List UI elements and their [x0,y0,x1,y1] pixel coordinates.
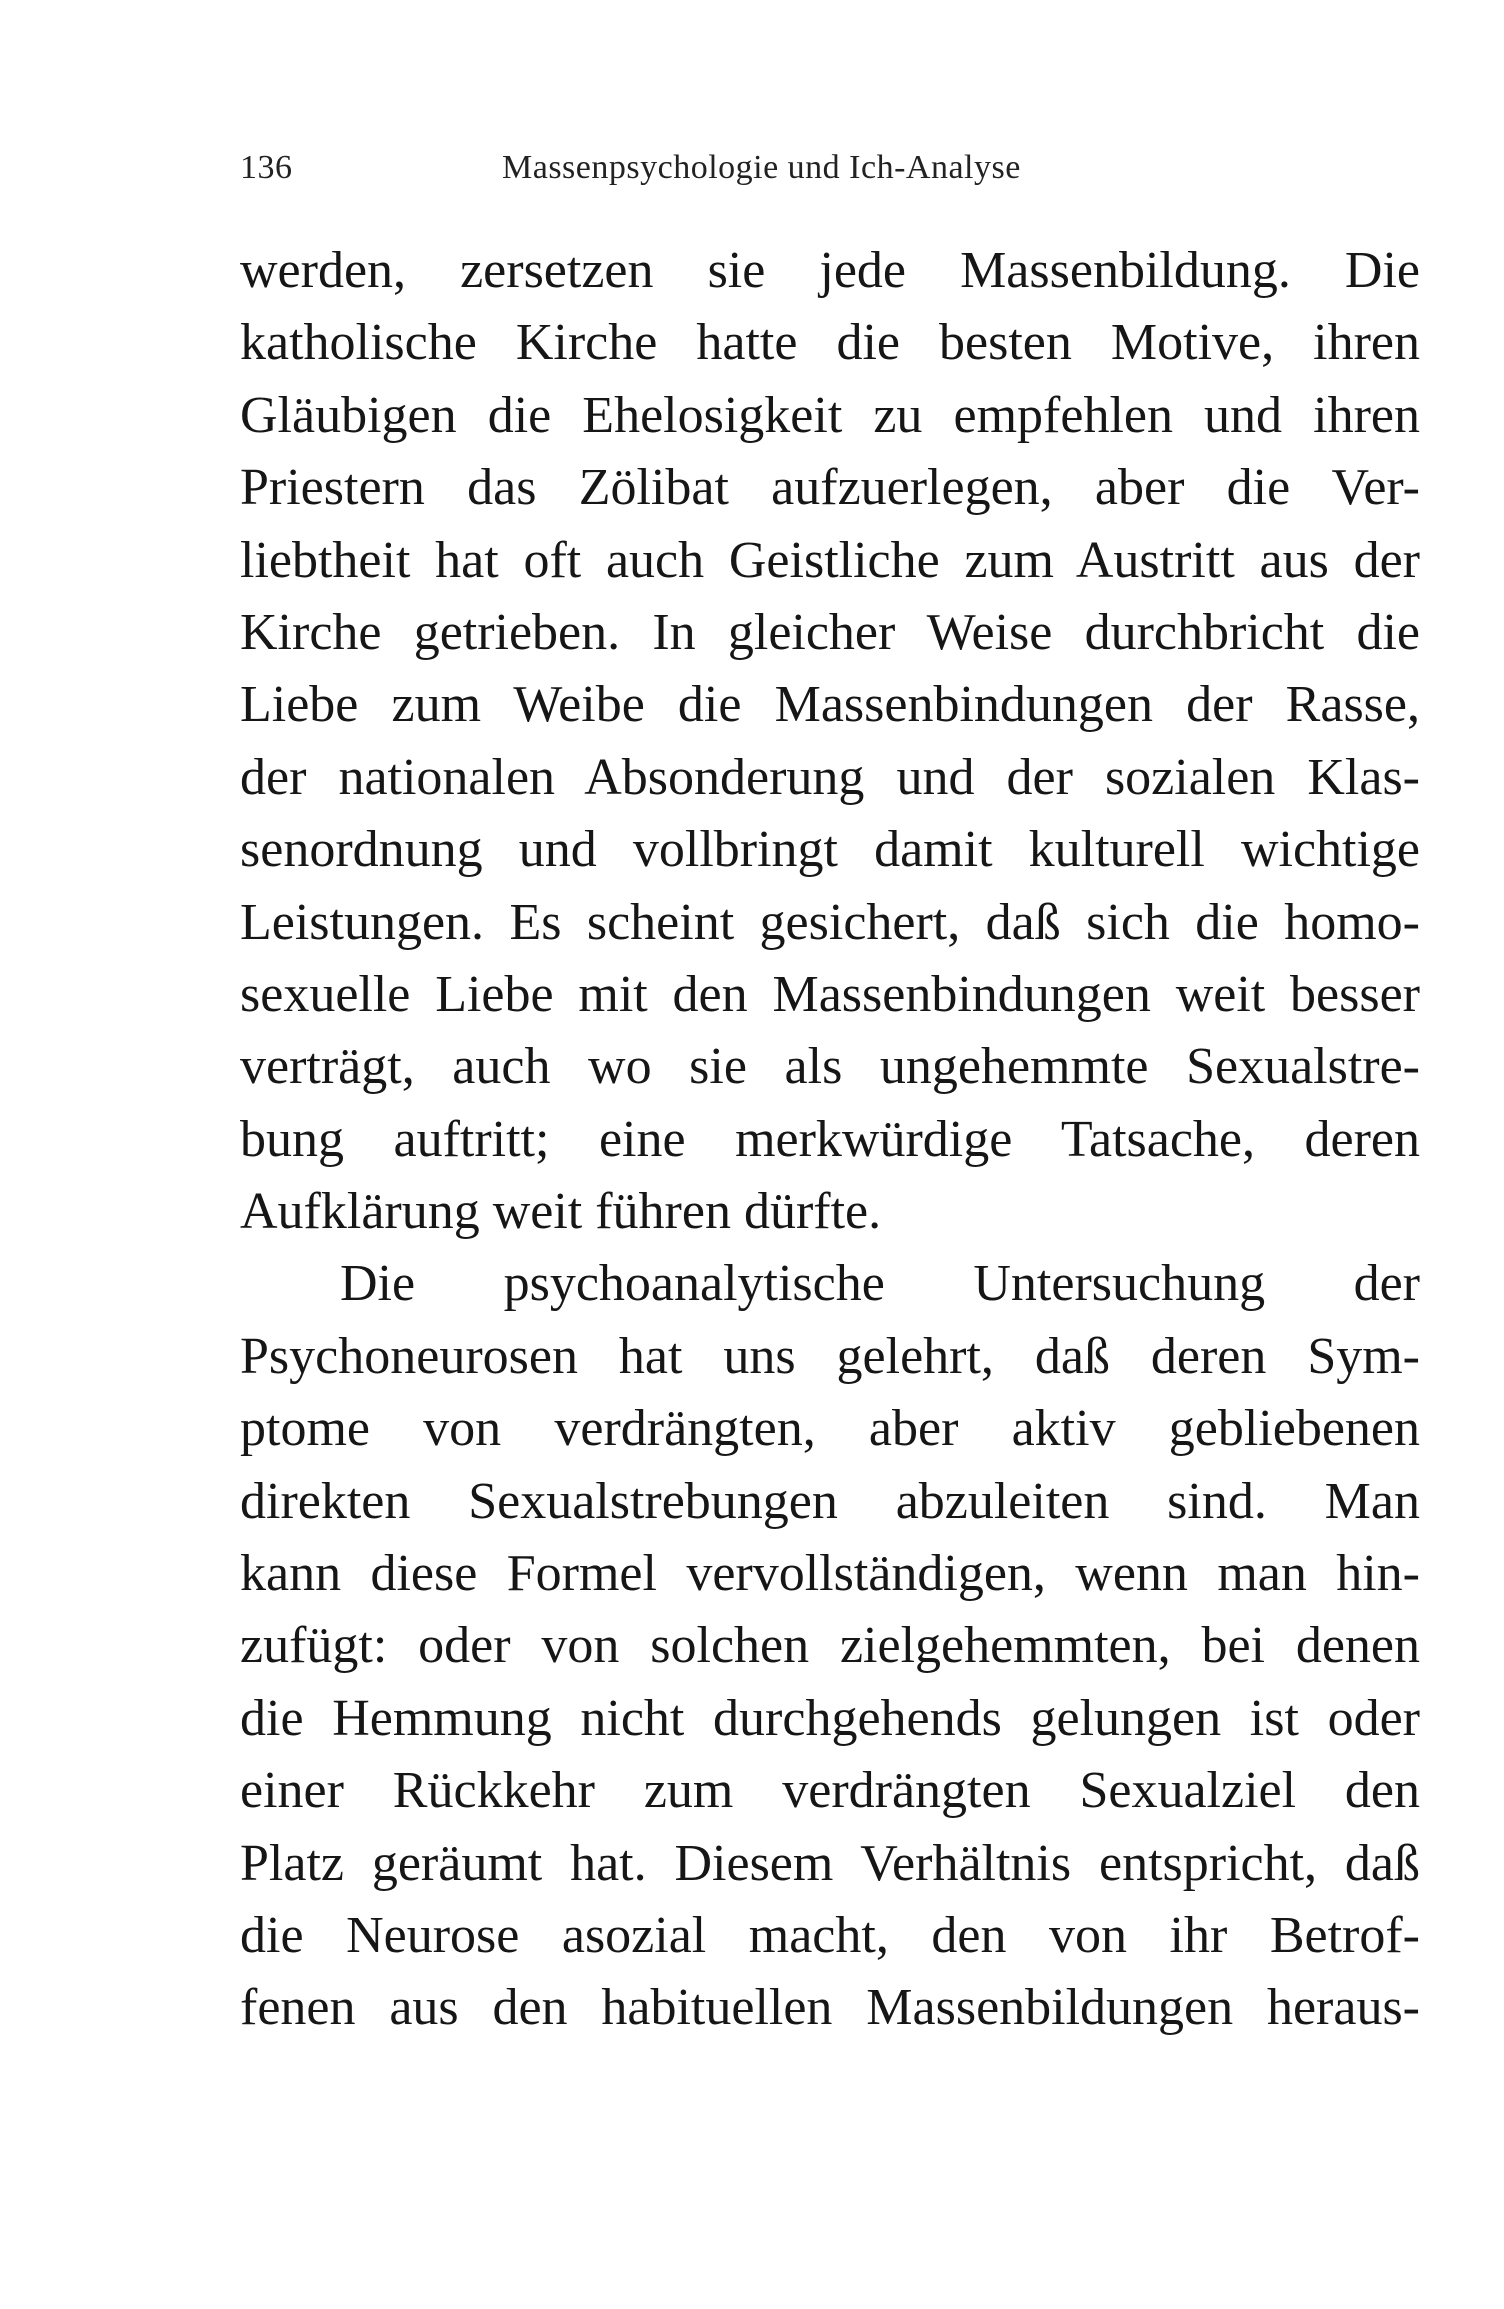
text-line: Platz geräumt hat. Diesem Verhältnis entspricht, daß [240,1834,1420,1892]
text-line: direkten Sexualstrebungen abzuleiten sind. Man [240,1472,1420,1530]
text-line: Priestern das Zölibat aufzuerlegen, aber die Ver- [240,459,1420,517]
text-line: Leistungen. Es scheint gesichert, daß sich die homo- [240,893,1420,951]
text-line: Liebe zum Weibe die Massenbindungen der Rasse, [240,676,1420,734]
text-line: die Neurose asozial macht, den von ihr Betrof- [240,1906,1420,1964]
text-line: bung auftritt; eine merkwürdige Tatsache, deren [240,1110,1420,1168]
page-number: 136 [240,149,293,186]
text-line: die Hemmung nicht durchgehends gelungen ist oder [240,1689,1420,1747]
text-line: katholische Kirche hatte die besten Motive, ihren [240,314,1420,372]
body-text [240,235,1420,2045]
text-line: senordnung und vollbringt damit kulturell wichtige [240,821,1420,879]
text-line: zufügt: oder von solchen zielgehemmten, bei denen [240,1617,1420,1675]
text-line: verträgt, auch wo sie als ungehemmte Sexualstre- [240,1038,1420,1096]
text-line: Gläubigen die Ehelosigkeit zu empfehlen und ihren [240,386,1420,444]
text-line: werden, zersetzen sie jede Massenbildung. Die [240,242,1420,299]
text-line: kann diese Formel vervollständigen, wenn man hin- [240,1545,1420,1603]
text-line: ptome von verdrängten, aber aktiv gebliebenen [240,1400,1420,1458]
running-header [240,143,1420,193]
text-line: Kirche getrieben. In gleicher Weise durchbricht die [240,603,1420,661]
text-line: Psychoneurosen hat uns gelehrt, daß deren Sym- [240,1327,1420,1385]
text-line: liebtheit hat oft auch Geistliche zum Austritt aus der [240,531,1420,589]
text-line: einer Rückkehr zum verdrängten Sexualziel den [240,1762,1420,1820]
running-title: Massenpsychologie und Ich-Analyse [502,149,1021,186]
paragraph-last-line: Aufklärung weit führen dürfte. [240,1183,882,1241]
text-line: der nationalen Absonderung und der sozialen Klas- [240,748,1420,806]
paragraph-first-line: Die psychoanalytische Untersuchung der [340,1255,1420,1313]
text-line: sexuelle Liebe mit den Massenbindungen weit besser [240,965,1420,1023]
text-line: fenen aus den habituellen Massenbildungen heraus- [240,1979,1420,2037]
